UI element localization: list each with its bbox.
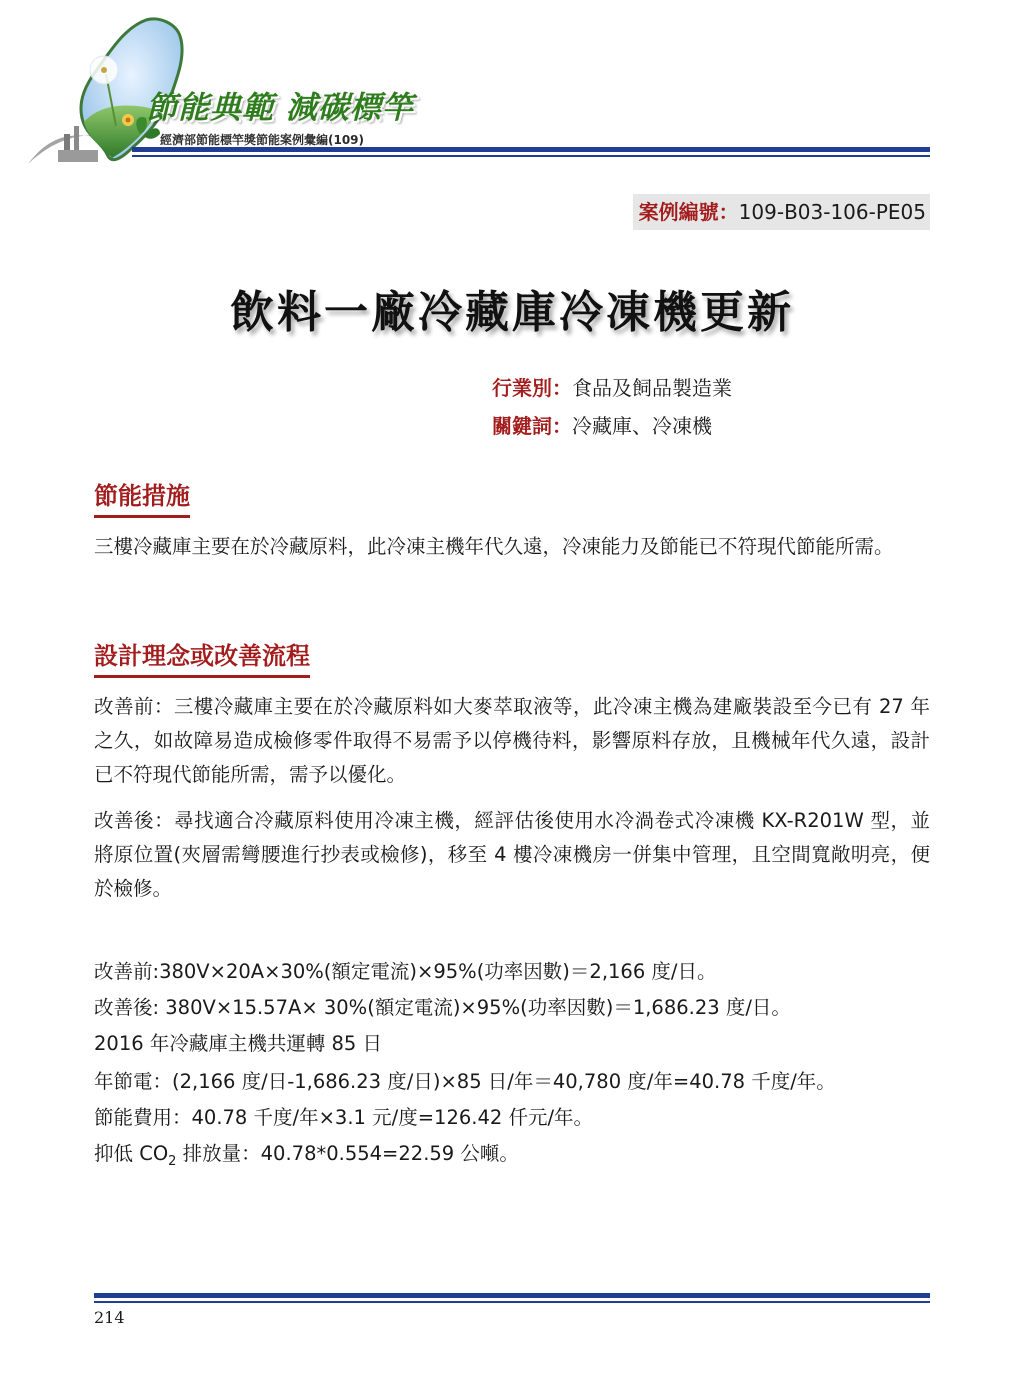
industry-label: 行業別：	[492, 376, 572, 400]
case-number-label: 案例編號：	[638, 200, 739, 224]
header-rule-thin	[132, 155, 930, 157]
case-number-value: 109-B03-106-PE05	[738, 200, 926, 224]
measures-paragraph: 三樓冷藏庫主要在於冷藏原料，此冷凍主機年代久遠，冷凍能力及節能已不符現代節能所需。	[94, 535, 894, 558]
keywords-line	[492, 410, 712, 439]
section-heading-measures: 節能措施	[94, 476, 190, 518]
calc-annual-saving: 年節電：(2,166 度/日-1,686.23 度/日)×85 日/年＝40,780 度/年=40.78 千度/年。	[94, 1070, 836, 1093]
keywords-value: 冷藏庫、冷凍機	[572, 414, 712, 438]
before-paragraph: 改善前：三樓冷藏庫主要在於冷藏原料如大麥萃取液等，此冷凍主機為建廠裝設至今已有 27 年之久，如故障易造成檢修零件取得不易需予以停機待料，影響原料存放，且機械年代久遠，設計已不符現代節能所需，需予以優化。	[94, 695, 930, 786]
industry-value: 食品及飼品製造業	[572, 376, 732, 400]
calc-operation-days: 2016 年冷藏庫主機共運轉 85 日	[94, 1032, 383, 1055]
brand-title: 節能典範 減碳標竿	[146, 90, 414, 126]
co2-suffix: 排放量：40.78*0.554=22.59 公噸。	[176, 1142, 519, 1165]
page-number: 214	[94, 1308, 125, 1327]
footer-rule	[94, 1293, 930, 1298]
calc-before: 改善前:380V×20A×30%(額定電流)×95%(功率因數)＝2,166 度/日。	[94, 960, 717, 983]
calc-after: 改善後: 380V×15.57A× 30%(額定電流)×95%(功率因數)＝1,686.23 度/日。	[94, 996, 791, 1019]
section-heading-design: 設計理念或改善流程	[94, 636, 310, 678]
page-title: 飲料一廠冷藏庫冷凍機更新	[230, 287, 794, 338]
after-paragraph: 改善後：尋找適合冷藏原料使用冷凍主機，經評估後使用水冷渦卷式冷凍機 KX-R201W 型，並將原位置(夾層需彎腰進行抄表或檢修)，移至 4 樓冷凍機房一併集中管理，且空間寬敞明亮，便於檢修。	[94, 809, 930, 900]
calc-co2-reduction	[94, 1138, 519, 1169]
brand-subtitle: 經濟部節能標竿獎節能案例彙編(109)	[160, 133, 365, 147]
header-rule	[132, 147, 930, 152]
co2-subscript: 2	[168, 1153, 177, 1169]
case-number-box	[633, 194, 930, 230]
footer-rule-thin	[94, 1301, 930, 1303]
co2-prefix: 抑低 CO	[94, 1142, 169, 1165]
industry-line	[492, 372, 732, 401]
calc-cost-saving: 節能費用：40.78 千度/年×3.1 元/度=126.42 仟元/年。	[94, 1106, 594, 1129]
keywords-label: 關鍵詞：	[492, 414, 572, 438]
